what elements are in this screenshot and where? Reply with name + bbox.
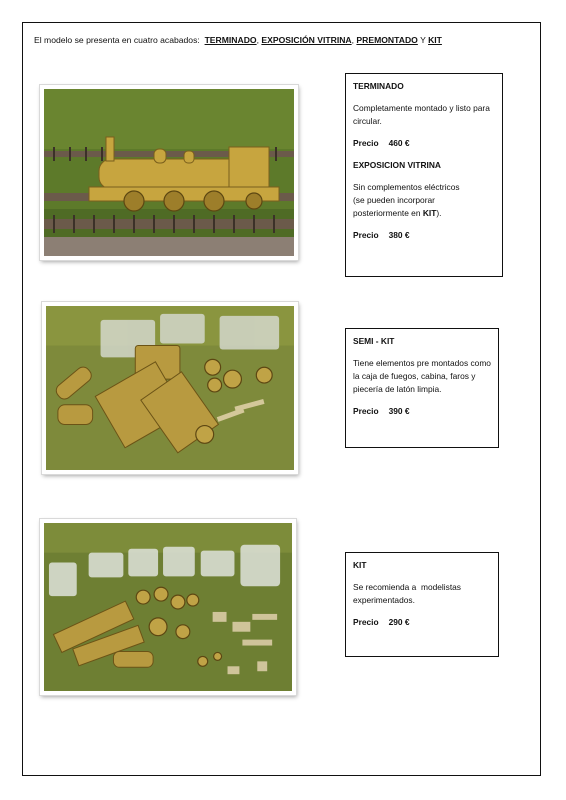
desc-end: ). (436, 208, 442, 218)
price-label: Precio (353, 230, 379, 240)
photo-assembled-locomotive (40, 85, 298, 260)
price-value: 290 € (388, 617, 410, 627)
semi-kit-image (46, 306, 294, 470)
section-desc-kit: Se recomienda a modelistas experimentados. (353, 582, 464, 605)
separator: , (256, 35, 259, 45)
desc-line: Sin complementos eléctricos (353, 182, 460, 192)
price-value: 380 € (388, 230, 410, 240)
option-kit: KIT (428, 35, 442, 45)
section-title-terminado: TERMINADO (353, 81, 404, 91)
photo-semi-kit-parts (42, 302, 298, 474)
price-label: Precio (353, 617, 379, 627)
separator: , (351, 35, 355, 45)
section-title-vitrina: EXPOSICION VITRINA (353, 160, 441, 170)
desc-kit-word: KIT (422, 208, 437, 218)
photo-kit-parts (40, 519, 296, 695)
option-terminado: TERMINADO (204, 35, 257, 45)
price-vitrina (353, 229, 496, 242)
price-semi-kit (353, 405, 492, 418)
intro-line (34, 35, 442, 45)
section-title-kit: KIT (353, 560, 367, 570)
price-value: 390 € (388, 406, 410, 416)
section-title-semi-kit: SEMI - KIT (353, 336, 395, 346)
locomotive-image (44, 89, 294, 256)
price-kit (353, 616, 492, 629)
price-value: 460 € (388, 138, 410, 148)
price-box-terminado-vitrina (345, 73, 503, 277)
section-desc-vitrina (353, 181, 496, 220)
section-desc-terminado: Completamente montado y listo para circular. (353, 103, 490, 126)
separator: Y (417, 35, 429, 45)
option-premontado: PREMONTADO (356, 35, 418, 45)
section-desc-semi-kit: Tiene elementos pre montados como la caja de fuegos, cabina, faros y piecería de latón limpia. (353, 358, 491, 394)
desc-line: posteriormente en (353, 208, 421, 218)
price-terminado (353, 137, 496, 150)
price-label: Precio (353, 406, 379, 416)
kit-image (44, 523, 292, 691)
intro-prefix: El modelo se presenta en cuatro acabados: (34, 35, 200, 45)
price-label: Precio (353, 138, 379, 148)
option-exposicion-vitrina: EXPOSICIÓN VITRINA (261, 35, 352, 45)
price-box-kit (345, 552, 499, 657)
price-box-semi-kit (345, 328, 499, 448)
desc-line: (se pueden incorporar (353, 195, 435, 205)
